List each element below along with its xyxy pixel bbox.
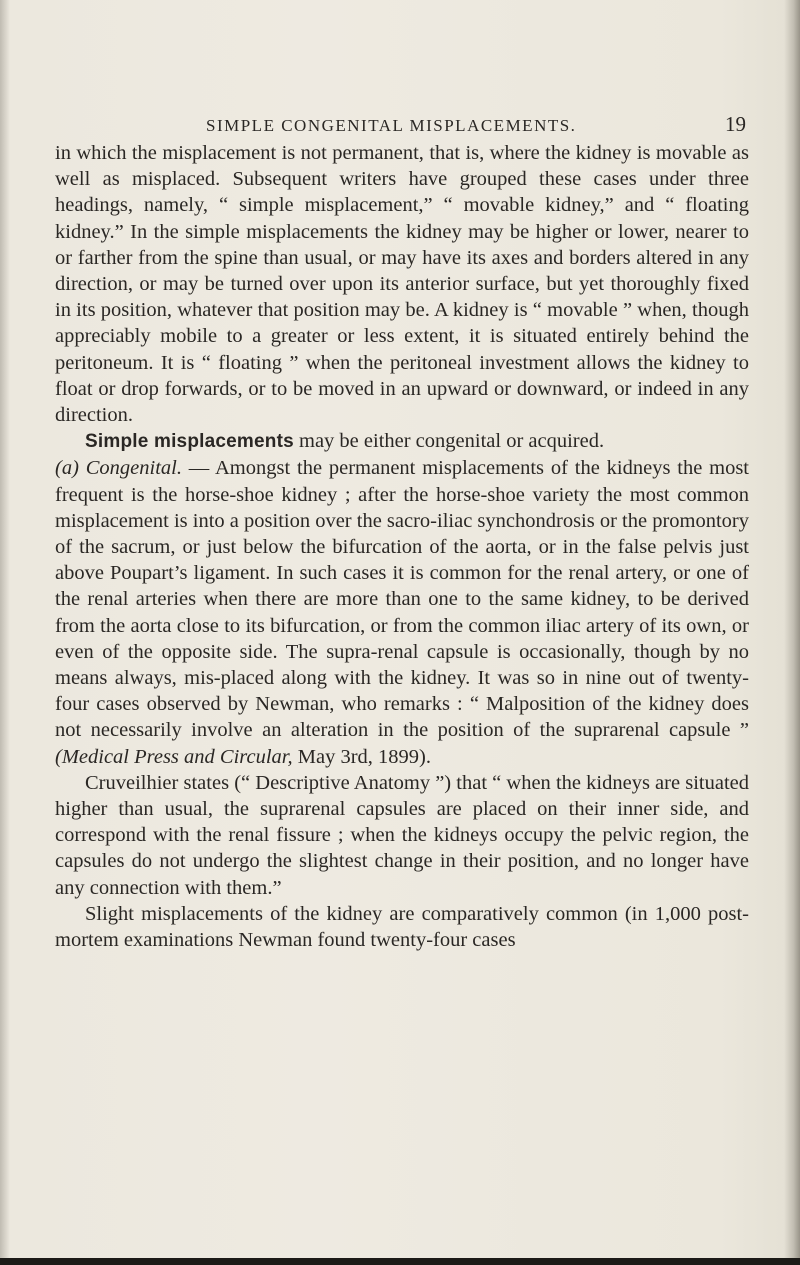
page-edge-shadow-left xyxy=(0,0,10,1265)
page-header xyxy=(58,112,746,142)
paragraph-2-lead: Simple misplacements xyxy=(85,431,294,453)
body-text xyxy=(55,140,749,953)
paragraph-3-label: (a) Congenital. xyxy=(55,457,182,480)
paragraph-2-rest: may be either congenital or acquired. xyxy=(293,430,605,453)
paragraph-3-text: — Amongst the permanent misplacements of the kidneys the most frequent is the horse-shoe kidney ; after the horse-shoe variety the most common misplacement is into a position over the sacro-iliac synchondrosis or the promontory of the sacrum, or just below the bifurcation of the aorta, or in the false pelvis just above Poupart’s ligament. In such cases it is common for the renal artery, or one of the renal arteries when there are more than one to the same kidney, to be derived from the aorta close to its bifurcation, or from the common iliac artery of its own, or even of the opposite side. The supra-renal capsule is occasionally, though by no means always, mis-placed along with the kidney. It was so in nine out of twenty-four cases observed by Newman, who remarks : “ Malposition of the kidney does not necessarily involve an alteration in the position of the suprarenal capsule ” xyxy=(55,457,750,742)
paragraph-3-citation: (Medical Press and Circular, xyxy=(55,745,293,768)
running-head: SIMPLE CONGENITAL MISPLACEMENTS. xyxy=(206,116,577,135)
page-number: 19 xyxy=(725,112,746,136)
paragraph-4: Cruveilhier states (“ Descriptive Anatomy ”) that “ when the kidneys are situated higher than usual, the suprarenal capsules are placed on their inner side, and correspond with the renal fissure ; when the kidneys occupy the pelvic region, the capsules do not undergo the slightest change in their position, and no longer have any connection with them.” xyxy=(55,771,749,899)
page-edge-shadow-right xyxy=(784,0,800,1265)
paragraph-3 xyxy=(55,455,749,769)
paragraph-2 xyxy=(55,428,749,455)
paragraph-5: Slight misplacements of the kidney are comparatively common (in 1,000 post-mortem examinations Newman found twenty-four cases xyxy=(55,902,749,952)
page-bottom-edge xyxy=(0,1258,800,1265)
paragraph-1: in which the misplacement is not permanent, that is, where the kidney is movable as well as misplaced. Subsequent writers have grouped these cases under three headings, namely, “ simple misplacement,” “ movable kidney,” and “ floating kidney.” In the simple misplacements the kidney may be higher or lower, nearer to or farther from the spine than usual, or may have its axes and borders altered in any direction, or may be turned over upon its anterior surface, but yet thoroughly fixed in its position, whatever that position may be. A kidney is “ movable ” when, though appreciably mobile to a greater or less extent, it is situated entirely behind the peritoneum. It is “ floating ” when the peritoneal investment allows the kidney to float or drop forwards, or to be moved in an upward or downward, or indeed in any direction. xyxy=(55,142,749,427)
paragraph-3-citation-date: May 3rd, 1899). xyxy=(292,745,431,768)
